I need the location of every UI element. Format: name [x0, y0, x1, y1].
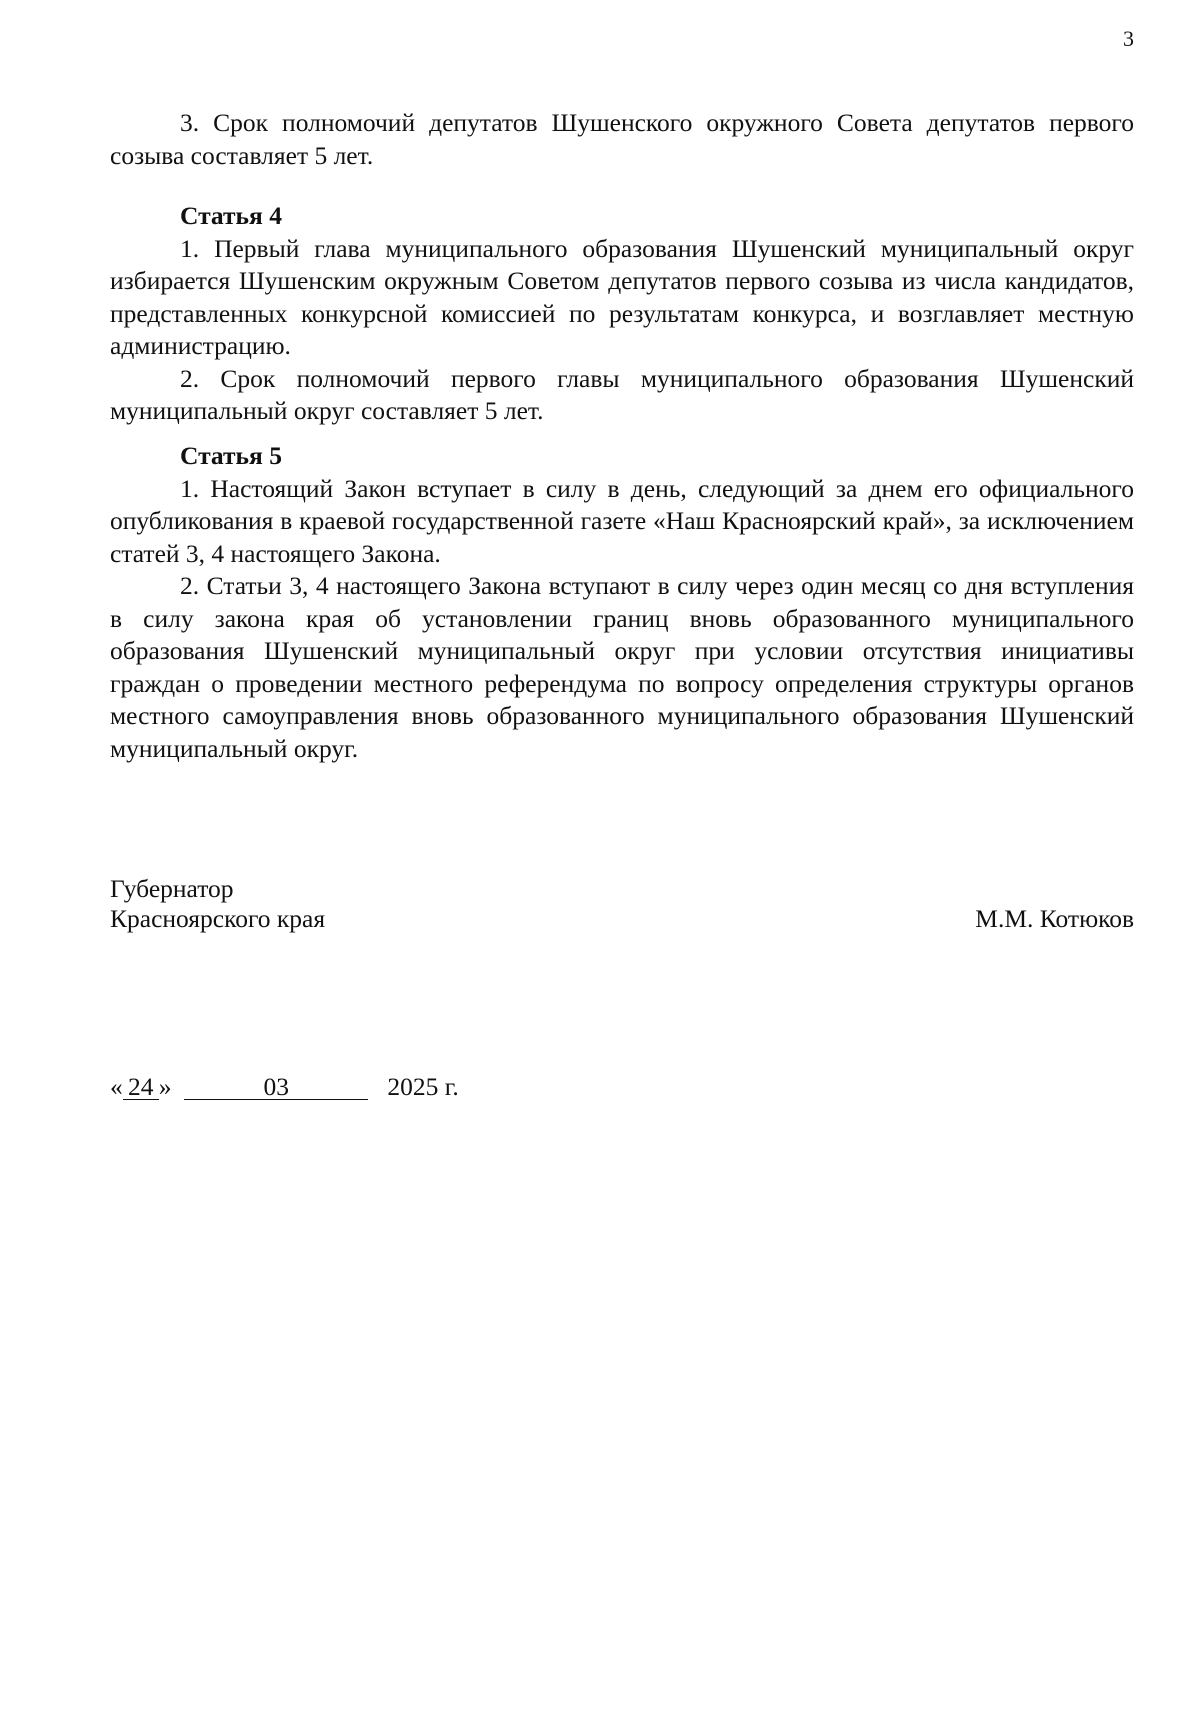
article-4-title: Статья 4: [180, 201, 282, 230]
article-4: [110, 200, 1134, 428]
signature-name: М.М. Котюков: [975, 904, 1134, 933]
article-5-paragraph-1: 1. Настоящий Закон вступает в силу в день, следующий за днем его официального опубликования в краевой государственной газете «Наш Красноярский край», за исключением статей 3, 4 настоящего Закона.: [110, 473, 1134, 568]
date-year: 2025 г.: [387, 1072, 459, 1101]
date-day: 24: [123, 1075, 159, 1100]
article-5-title: Статья 5: [180, 441, 282, 470]
article-5-paragraph-2: 2. Статьи 3, 4 настоящего Закона вступают в силу через один месяц со дня вступления в силу закона края об установлении границ вновь образованного муниципального образования Шушенский муниципальный округ при условии отсутствия инициативы граждан о проведении местного референдума по вопросу определения структуры органов местного самоуправления вновь образованного муниципального образования Шушенский муниципальный округ.: [110, 571, 1134, 763]
signature-position-line2: Красноярского края: [110, 904, 326, 933]
page-number: 3: [1123, 26, 1134, 51]
date-month: 03: [184, 1075, 368, 1100]
intro-paragraph: 3. Срок полномочий депутатов Шушенского окружного Совета депутатов первого созыва составляет 5 лет.: [110, 108, 1134, 170]
intro-section: [110, 107, 1134, 172]
date-open-quote: «: [110, 1072, 123, 1101]
date-close-quote: »: [158, 1072, 172, 1101]
document-date: [110, 1072, 459, 1102]
article-5: [110, 440, 1134, 765]
signature-position-line1: Губернатор: [110, 874, 234, 903]
article-4-paragraph-2: 2. Срок полномочий первого главы муниципального образования Шушенский муниципальный округ составляет 5 лет.: [110, 363, 1134, 425]
article-4-paragraph-1: 1. Первый глава муниципального образования Шушенский муниципальный округ избирается Шушенским окружным Советом депутатов первого созыва из числа кандидатов, представленных конкурсной комиссией по результатам конкурса, и возглавляет местную администрацию.: [110, 233, 1134, 360]
